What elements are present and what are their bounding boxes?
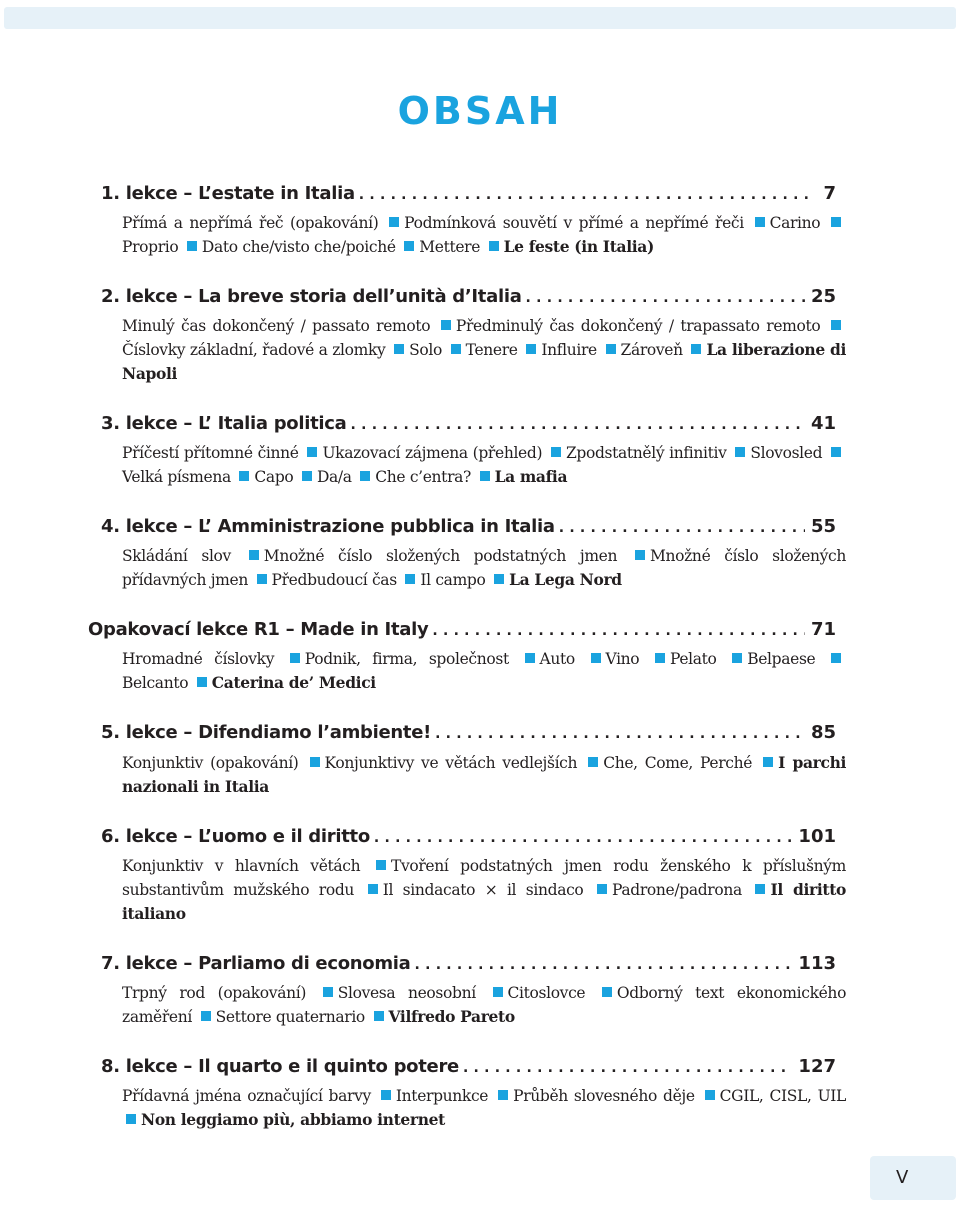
culture-topic: Vilfredo Pareto <box>388 1007 515 1026</box>
bullet-square-icon <box>732 653 742 663</box>
chapter-page-number: 25 <box>810 286 836 307</box>
topic-item: Che, Come, Perché <box>603 754 753 772</box>
topic-item: Settore quaternario <box>215 1008 365 1026</box>
topic-list <box>122 648 846 695</box>
chapter-page-number: 71 <box>810 619 836 640</box>
bullet-square-icon <box>239 471 249 481</box>
topic-item: Influire <box>541 341 597 359</box>
topic-list <box>122 315 846 386</box>
bullet-square-icon <box>526 344 536 354</box>
page-number: V <box>870 1156 956 1200</box>
topic-item: Skládání slov <box>122 547 231 565</box>
topic-item: Auto <box>539 650 575 668</box>
chapter-page-number: 55 <box>810 516 836 537</box>
bullet-square-icon <box>493 987 503 997</box>
topic-item: Carino <box>769 214 821 232</box>
chapter-page-number: 85 <box>810 722 836 743</box>
topic-item: Trpný rod (opakování) <box>122 984 307 1002</box>
toc-entry <box>0 616 960 695</box>
dot-leader <box>463 1053 792 1082</box>
bullet-square-icon <box>360 471 370 481</box>
topic-item: Il sindacato × il sindaco <box>382 881 584 899</box>
toc-entry <box>0 1053 960 1132</box>
culture-topic: Le feste (in Italia) <box>503 237 654 256</box>
dot-leader <box>435 719 805 748</box>
chapter-title: 7. lekce – Parliamo di economia <box>101 953 411 974</box>
topic-item: Příčestí přítomné činné <box>122 444 299 462</box>
bullet-square-icon <box>441 320 451 330</box>
topic-item: Belpaese <box>747 650 816 668</box>
bullet-square-icon <box>691 344 701 354</box>
bullet-square-icon <box>368 884 378 894</box>
chapter-title: 2. lekce – La breve storia dell’unità d’Italia <box>101 286 522 307</box>
topic-item: Přímá a nepřímá řeč (opakování) <box>122 214 379 232</box>
dot-leader <box>359 180 808 209</box>
dot-leader <box>432 616 805 645</box>
chapter-page-number: 7 <box>823 183 836 204</box>
culture-topic: Il diritto italiano <box>122 880 846 923</box>
topic-item: Interpunkce <box>395 1087 489 1105</box>
bullet-square-icon <box>376 860 386 870</box>
toc-entry-heading[interactable] <box>101 950 836 978</box>
bullet-square-icon <box>489 241 499 251</box>
bullet-square-icon <box>831 217 841 227</box>
bullet-square-icon <box>606 344 616 354</box>
topic-list <box>122 442 846 489</box>
culture-topic: Caterina de’ Medici <box>211 673 376 692</box>
bullet-square-icon <box>551 447 561 457</box>
bullet-square-icon <box>302 471 312 481</box>
topic-item: Odborný text ekonomického zaměření <box>122 984 847 1026</box>
topic-item: Konjunktiv (opakování) <box>122 754 299 772</box>
bullet-square-icon <box>257 574 267 584</box>
toc-entry <box>0 283 960 386</box>
topic-list <box>122 855 846 926</box>
bullet-square-icon <box>323 987 333 997</box>
topic-item: Konjunktiv v hlavních větách <box>122 857 361 875</box>
topic-item: Tvoření podstatných jmen rodu ženského k příslušným substantivům mužského rodu <box>122 857 846 899</box>
toc-entry <box>0 410 960 489</box>
bullet-square-icon <box>602 987 612 997</box>
bullet-square-icon <box>831 320 841 330</box>
topic-item: Množné číslo složených podstatných jmen <box>263 547 618 565</box>
bullet-square-icon <box>498 1090 508 1100</box>
topic-item: Che c’entra? <box>375 468 471 486</box>
toc-entry-heading[interactable] <box>101 513 836 541</box>
topic-item: Slovosled <box>750 444 823 462</box>
topic-item: CGIL, CISL, UIL <box>719 1087 846 1105</box>
toc-entry-heading[interactable] <box>101 410 836 438</box>
topic-item: Proprio <box>122 238 179 256</box>
topic-item: Hromadné číslovky <box>122 650 275 668</box>
chapter-title: 3. lekce – L’ Italia politica <box>101 413 347 434</box>
bullet-square-icon <box>588 757 598 767</box>
topic-item: Podmínková souvětí v přímé a nepřímé řeči <box>404 214 744 232</box>
topic-list <box>122 751 846 799</box>
topic-item: Podnik, firma, společnost <box>304 650 509 668</box>
bullet-square-icon <box>831 447 841 457</box>
topic-item: Mettere <box>419 238 481 256</box>
topic-item: Velká písmena <box>122 468 231 486</box>
topic-item: Předbudoucí čas <box>271 571 397 589</box>
toc-entry-heading[interactable] <box>101 719 836 747</box>
bullet-square-icon <box>197 677 207 687</box>
bullet-square-icon <box>735 447 745 457</box>
page-title: OBSAH <box>397 89 563 134</box>
bullet-square-icon <box>494 574 504 584</box>
chapter-title: 8. lekce – Il quarto e il quinto potere <box>101 1056 459 1077</box>
topic-item: Tenere <box>465 341 518 359</box>
topic-list <box>122 982 846 1029</box>
bullet-square-icon <box>381 1090 391 1100</box>
topic-item: Zpodstatnělý infinitiv <box>566 444 727 462</box>
bullet-square-icon <box>394 344 404 354</box>
chapter-title: 5. lekce – Difendiamo l’ambiente! <box>101 722 432 743</box>
toc-entry <box>0 180 960 259</box>
bullet-square-icon <box>310 757 320 767</box>
bullet-square-icon <box>705 1090 715 1100</box>
topic-item: Il campo <box>420 571 486 589</box>
bullet-square-icon <box>591 653 601 663</box>
topic-item: Zároveň <box>620 341 683 359</box>
topic-item: Pelato <box>669 650 717 668</box>
dot-leader <box>415 950 793 979</box>
chapter-title: 4. lekce – L’ Amministrazione pubblica in Italia <box>101 516 555 537</box>
culture-topic: La liberazione di Napoli <box>122 340 847 383</box>
bullet-square-icon <box>126 1114 136 1124</box>
topic-item: Citoslovce <box>507 984 586 1002</box>
topic-item: Vino <box>605 650 640 668</box>
dot-leader <box>351 410 805 439</box>
topic-list <box>122 212 846 259</box>
bullet-square-icon <box>405 574 415 584</box>
toc-entry <box>0 950 960 1029</box>
toc-entry <box>0 719 960 799</box>
bullet-square-icon <box>451 344 461 354</box>
topic-list <box>122 545 846 592</box>
toc-entry <box>0 823 960 926</box>
bullet-square-icon <box>404 241 414 251</box>
toc-entry-heading[interactable] <box>101 823 836 851</box>
topic-list <box>122 1085 846 1132</box>
chapter-page-number: 101 <box>798 826 836 847</box>
toc-entry-heading[interactable] <box>101 283 836 311</box>
bullet-square-icon <box>597 884 607 894</box>
topic-item: Da/a <box>316 468 352 486</box>
toc-entry-heading[interactable] <box>101 1053 836 1081</box>
bullet-square-icon <box>201 1011 211 1021</box>
topic-item: Minulý čas dokončený / passato remoto <box>122 317 431 335</box>
topic-item: Solo <box>409 341 442 359</box>
chapter-page-number: 113 <box>798 953 836 974</box>
topic-item: Belcanto <box>122 674 189 692</box>
bullet-square-icon <box>480 471 490 481</box>
header-band <box>4 7 956 29</box>
bullet-square-icon <box>635 550 645 560</box>
chapter-page-number: 41 <box>810 413 836 434</box>
chapter-title: 1. lekce – L’estate in Italia <box>101 183 355 204</box>
culture-topic: La mafia <box>494 467 568 486</box>
dot-leader <box>559 513 805 542</box>
bullet-square-icon <box>525 653 535 663</box>
bullet-square-icon <box>290 653 300 663</box>
topic-item: Ukazovací zájmena (přehled) <box>322 444 543 462</box>
culture-topic: Non leggiamo più, abbiamo internet <box>141 1110 445 1129</box>
topic-item: Číslovky základní, řadové a zlomky <box>122 341 386 359</box>
bullet-square-icon <box>763 757 773 767</box>
toc-entry-heading[interactable] <box>101 180 836 208</box>
bullet-square-icon <box>249 550 259 560</box>
topic-item: Capo <box>254 468 294 486</box>
topic-item: Přídavná jména označující barvy <box>122 1087 371 1105</box>
toc-entry <box>0 513 960 592</box>
topic-item: Množné číslo složených přídavných jmen <box>122 547 847 589</box>
bullet-square-icon <box>655 653 665 663</box>
topic-item: Padrone/padrona <box>612 881 742 899</box>
table-of-contents <box>0 180 960 1156</box>
bullet-square-icon <box>831 653 841 663</box>
bullet-square-icon <box>389 217 399 227</box>
dot-leader <box>374 823 793 852</box>
bullet-square-icon <box>187 241 197 251</box>
topic-item: Slovesa neosobní <box>337 984 476 1002</box>
topic-item: Průběh slovesného děje <box>513 1087 695 1105</box>
topic-item: Dato che/visto che/poiché <box>201 238 396 256</box>
toc-entry-heading[interactable] <box>88 616 836 644</box>
chapter-title: Opakovací lekce R1 – Made in Italy <box>88 619 429 640</box>
topic-item: Konjunktivy ve větách vedlejších <box>324 754 578 772</box>
chapter-title: 6. lekce – L’uomo e il diritto <box>101 826 370 847</box>
bullet-square-icon <box>755 884 765 894</box>
bullet-square-icon <box>307 447 317 457</box>
bullet-square-icon <box>374 1011 384 1021</box>
culture-topic: La Lega Nord <box>509 570 622 589</box>
culture-topic: I parchi nazionali in Italia <box>122 753 847 796</box>
topic-item: Předminulý čas dokončený / trapassato remoto <box>455 317 821 335</box>
bullet-square-icon <box>755 217 765 227</box>
dot-leader <box>526 283 805 312</box>
chapter-page-number: 127 <box>798 1056 836 1077</box>
